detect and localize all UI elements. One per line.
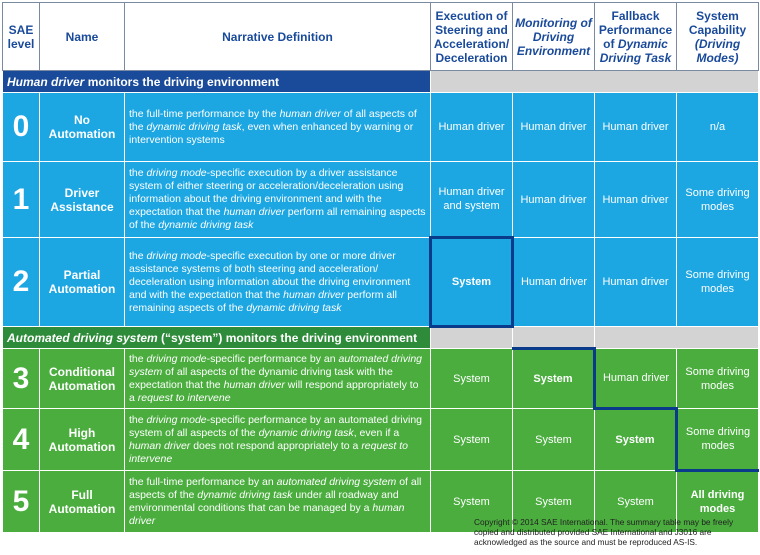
level-definition: the driving mode-specific execution by a driver assistance system of either steering or acceleration/deceleration using information about the driving environment and with the expectation that the human driver perform all remaining aspects of the dynamic driving task [125, 162, 431, 238]
table-row [3, 409, 759, 471]
execution-cell: Human driver and system [431, 162, 513, 238]
section-human-driver: Human driver monitors the driving environment [3, 71, 431, 93]
fallback-cell: System [595, 471, 677, 533]
section-spacer [431, 71, 759, 93]
monitoring-cell: Human driver [513, 238, 595, 327]
header-capability: System Capability (Driving Modes) [677, 3, 759, 71]
capability-cell: Some driving modes [677, 162, 759, 238]
monitoring-cell: Human driver [513, 93, 595, 162]
section-spacer [431, 327, 513, 349]
level-definition: the full-time performance by the human driver of all aspects of the dynamic driving task, even when enhanced by warning or intervention systems [125, 93, 431, 162]
fallback-cell: Human driver [595, 93, 677, 162]
capability-cell: n/a [677, 93, 759, 162]
level-name: Partial Automation [40, 238, 125, 327]
level-name: No Automation [40, 93, 125, 162]
fallback-cell: System [595, 409, 677, 471]
sae-levels-table [2, 2, 759, 533]
execution-cell: Human driver [431, 93, 513, 162]
level-definition: the full-time performance by an automated driving system of all aspects of the dynamic driving task under all roadway and environmental conditions that can be managed by a human driver [125, 471, 431, 533]
monitoring-cell: System [513, 471, 595, 533]
monitoring-cell: System [513, 349, 595, 409]
level-number: 2 [3, 238, 40, 327]
monitoring-cell: System [513, 409, 595, 471]
level-name: High Automation [40, 409, 125, 471]
level-number: 4 [3, 409, 40, 471]
level-name: Conditional Automation [40, 349, 125, 409]
table-row [3, 238, 759, 327]
capability-cell: Some driving modes [677, 349, 759, 409]
fallback-cell: Human driver [595, 349, 677, 409]
section-spacer [595, 327, 759, 349]
level-name: Full Automation [40, 471, 125, 533]
monitoring-cell: Human driver [513, 162, 595, 238]
level-number: 3 [3, 349, 40, 409]
execution-cell: System [431, 471, 513, 533]
header-name: Name [40, 3, 125, 71]
header-fallback: Fallback Performance of Dynamic Driving Task [595, 3, 677, 71]
header-narrative: Narrative Definition [125, 3, 431, 71]
capability-cell: Some driving modes [677, 409, 759, 471]
level-number: 0 [3, 93, 40, 162]
section-spacer [513, 327, 595, 349]
copyright-notice: Copyright © 2014 SAE International. The summary table may be freely copied and distributed provided SAE International and J3016 are acknowledged as the source and must be reproduced AS-IS. [474, 517, 734, 547]
header-monitoring: Monitoring of Driving Environment [513, 3, 595, 71]
level-definition: the driving mode-specific performance by an automated driving system of all aspects of the dynamic driving task, even if a human driver does not respond appropriately to a request to intervene [125, 409, 431, 471]
table-row [3, 162, 759, 238]
header-execution: Execution of Steering and Acceleration/ Deceleration [431, 3, 513, 71]
header-level: SAE level [3, 3, 40, 71]
level-number: 5 [3, 471, 40, 533]
execution-cell: System [431, 238, 513, 327]
level-definition: the driving mode-specific performance by an automated driving system of all aspects of the dynamic driving task with the expectation that the human driver will respond appropriately to a request to intervene [125, 349, 431, 409]
level-number: 1 [3, 162, 40, 238]
capability-cell: Some driving modes [677, 238, 759, 327]
fallback-cell: Human driver [595, 238, 677, 327]
level-definition: the driving mode-specific execution by one or more driver assistance systems of both steering and acceleration/ deceleration using information about the driving environment and with the expectation that the human driver perform all remaining aspects of the dynamic driving task [125, 238, 431, 327]
level-name: Driver Assistance [40, 162, 125, 238]
execution-cell: System [431, 349, 513, 409]
capability-cell: All driving modes [677, 471, 759, 533]
fallback-cell: Human driver [595, 162, 677, 238]
table-row [3, 349, 759, 409]
table-row [3, 93, 759, 162]
execution-cell: System [431, 409, 513, 471]
section-automated-system: Automated driving system (“system”) monitors the driving environment [3, 327, 431, 349]
